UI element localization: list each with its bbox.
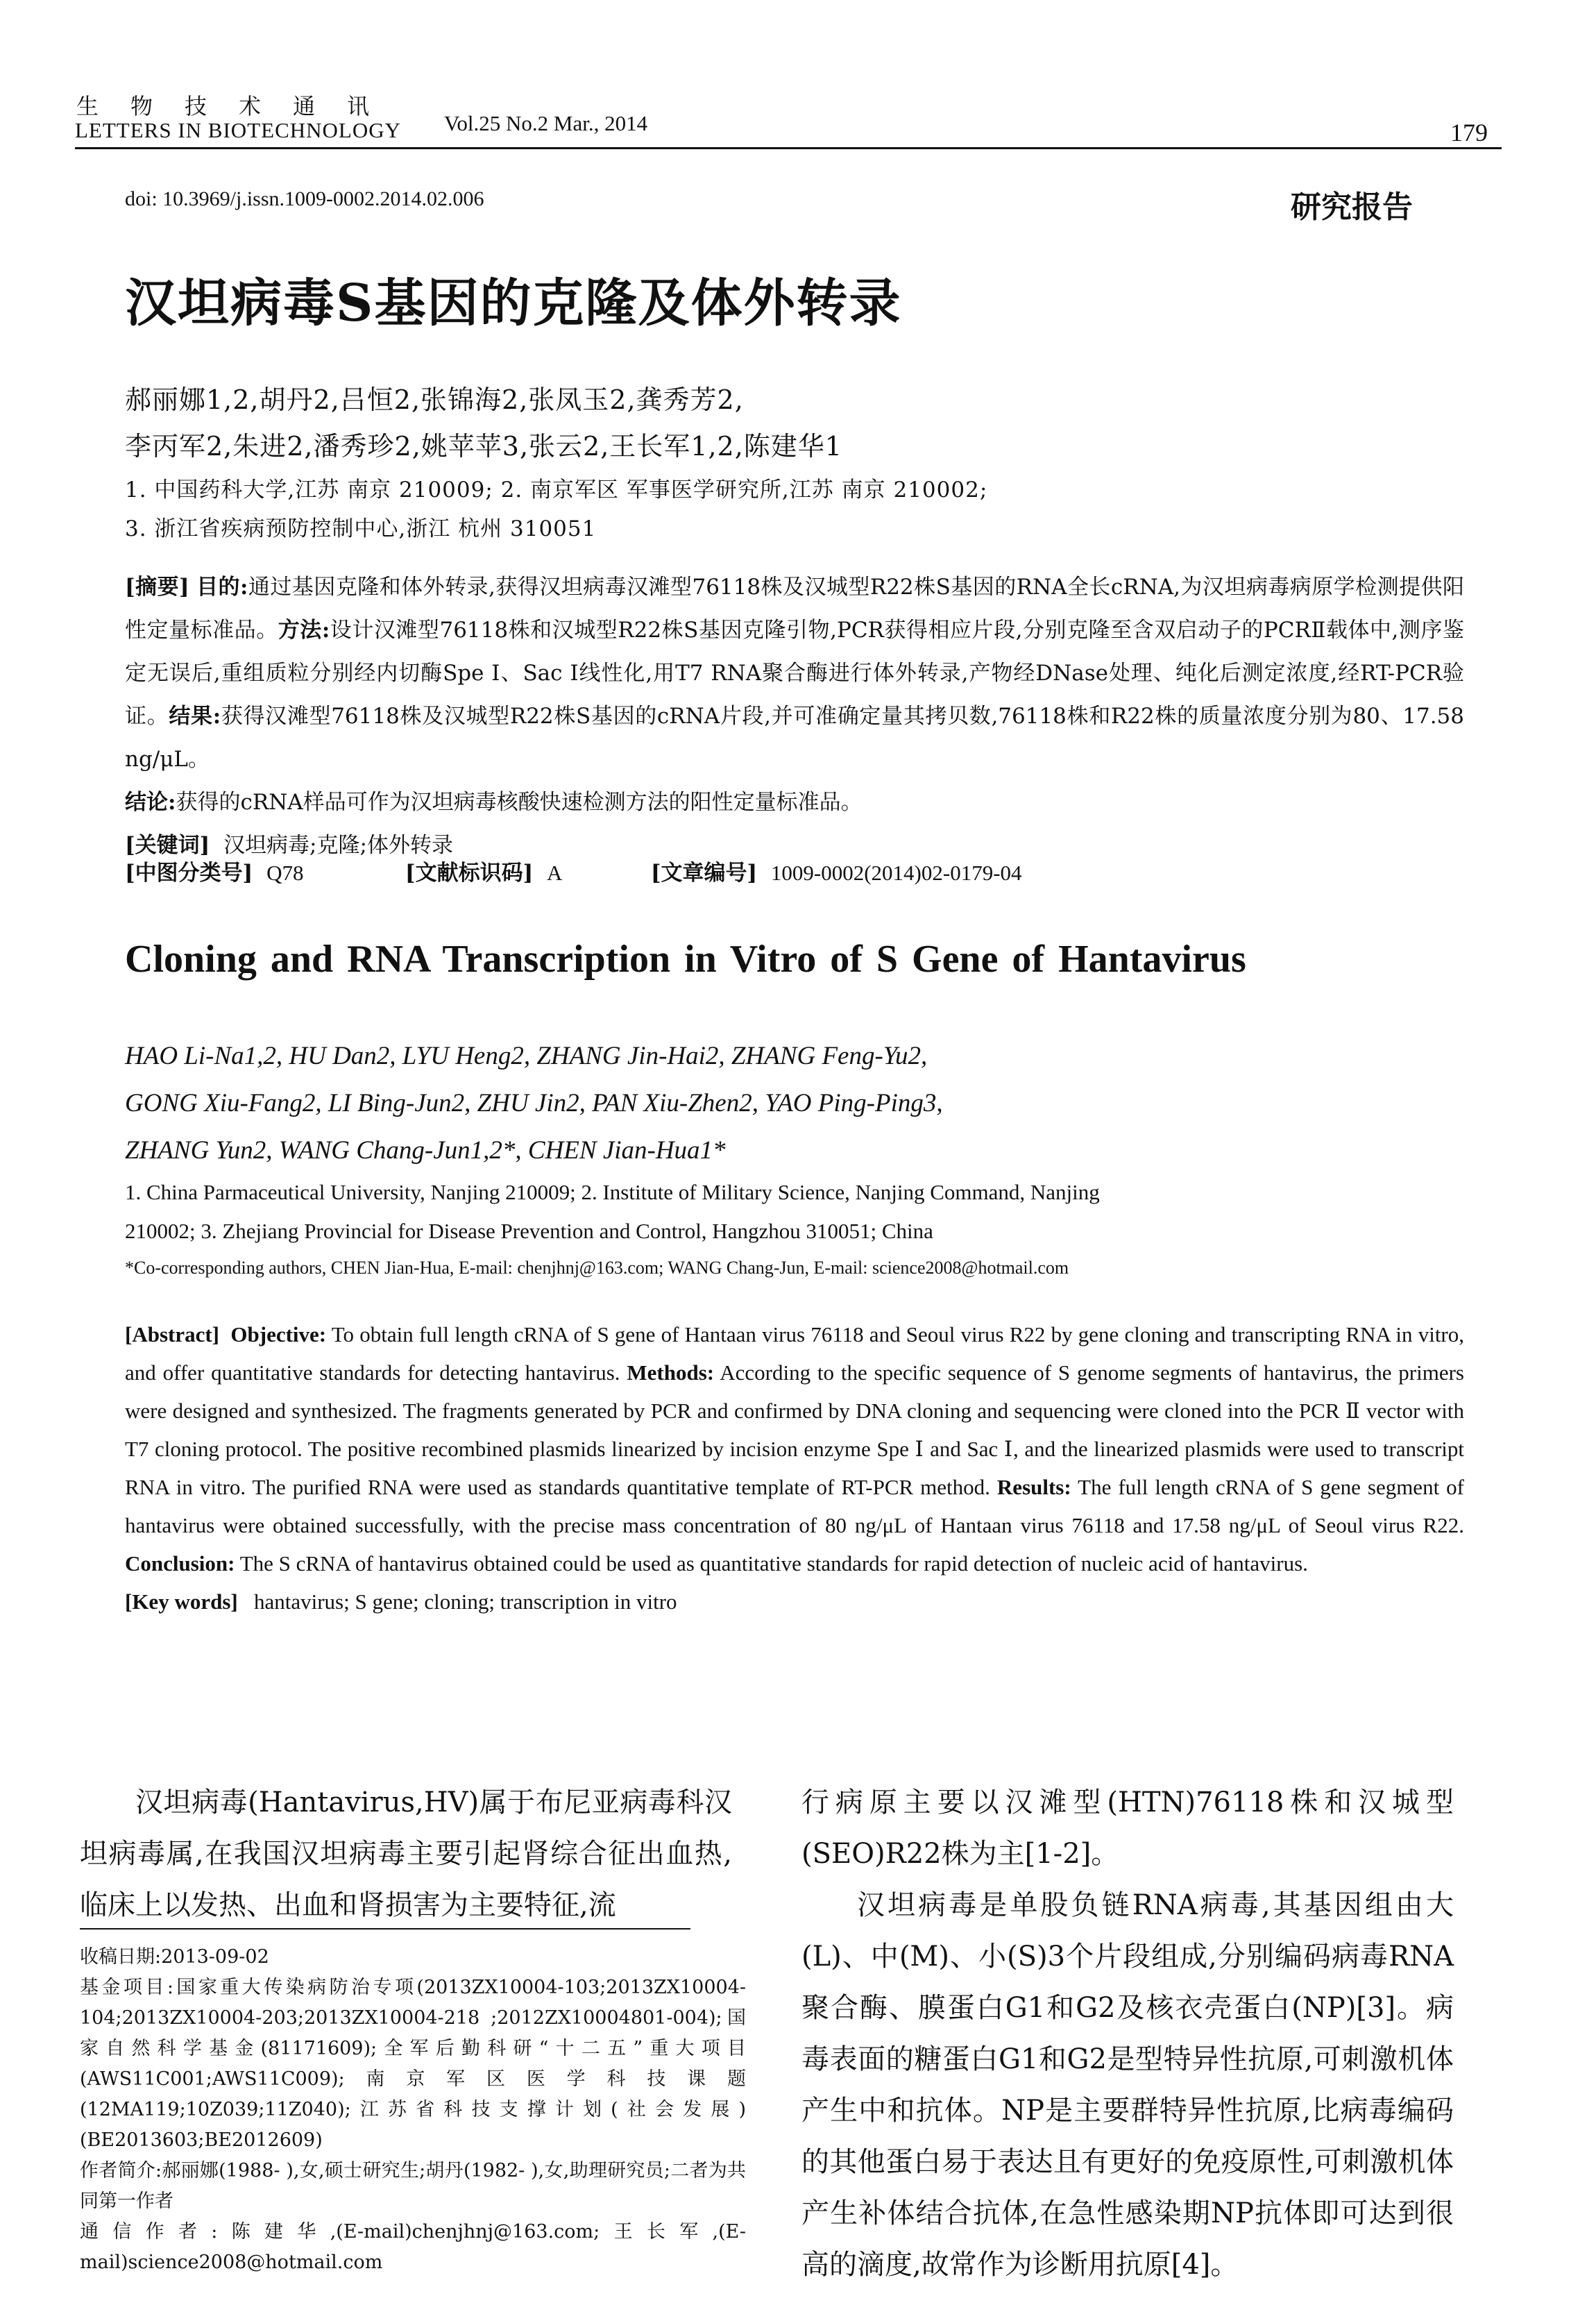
clc-value: Q78	[266, 861, 304, 885]
body-right-column	[801, 1777, 1454, 2290]
body-paragraph: 汉坦病毒是单股负链RNA病毒,其基因组由大(L)、中(M)、小(S)3个片段组成,分别编码病毒RNA聚合酶、膜蛋白G1和G2及核衣壳蛋白(NP)[3]。病毒表面的糖蛋白G1和G2是型特异性抗原,可刺激机体产生中和抗体。NP是主要群特异性抗原,比病毒编码的其他蛋白易于表达且有更好的免疫原性,可刺激机体产生补体结合抗体,在急性感染期NP抗体即可达到很高的滴度,故常作为诊断用抗原[4]。	[801, 1889, 1454, 2281]
objective-cn: 通过基因克隆和体外转录,获得汉坦病毒汉滩型76118株及汉城型R22株S基因的RNA全长cRNA,为汉坦病毒病原学检测提供阳性定量标准品。	[125, 575, 1464, 643]
objective-cn-label: 目的:	[196, 575, 248, 600]
page-title-cn: 汉坦病毒S基因的克隆及体外转录	[125, 273, 902, 333]
page-number: 179	[1450, 119, 1488, 146]
results-cn-label: 结果:	[169, 704, 221, 729]
body-left-column	[80, 1777, 732, 1931]
conclusion-en-label: Conclusion:	[125, 1551, 235, 1576]
authors-cn-line2: 李丙军2,朱进2,潘秀珍2,姚苹苹3,张云2,王长军1,2,陈建华1	[125, 431, 842, 462]
conclusion-cn: 获得的cRNA样品可作为汉坦病毒核酸快速检测方法的阳性定量标准品。	[176, 790, 863, 815]
abstract-en	[125, 1315, 1464, 1621]
authors-en-line1: HAO Li-Na1,2, HU Dan2, LYU Heng2, ZHANG Jin-Hai2, ZHANG Feng-Yu2,	[125, 1042, 928, 1070]
methods-cn-label: 方法:	[278, 618, 330, 643]
journal-name-cn: 生物技术通讯	[76, 93, 402, 119]
objective-en: To obtain full length cRNA of S gene of Hantaan virus 76118 and Seoul virus R22 by gene cloning and transcripting RNA in vitro, and offer quantitative standards for detecting hantavirus.	[125, 1322, 1465, 1385]
results-en: The full length cRNA of S gene segment of hantavirus were obtained successfully, with the precise mass concentration of 80 ng/μL of Hantaan virus 76118 and 17.58 ng/μL of Seoul virus R22.	[125, 1475, 1464, 1537]
footnote-author-bio: 作者简介:郝丽娜(1988- ),女,硕士研究生;胡丹(1982- ),女,助理研究员;二者为共同第一作者	[80, 2160, 746, 2212]
affiliations-en-line1: 1. China Parmaceutical University, Nanjing 210009; 2. Institute of Military Science, Nanjing Command, Nanjing	[125, 1180, 1100, 1204]
results-cn: 获得汉滩型76118株及汉城型R22株S基因的cRNA片段,并可准确定量其拷贝数,76118株和R22株的质量浓度分别为80、17.58 ng/μL。	[125, 704, 1465, 772]
article-no-label: [文章编号]	[650, 861, 758, 886]
objective-en-label: Objective:	[230, 1322, 327, 1346]
authors-en-line3: ZHANG Yun2, WANG Chang-Jun1,2*, CHEN Jian-Hua1*	[125, 1136, 726, 1165]
article-no-value: 1009-0002(2014)02-0179-04	[770, 861, 1022, 885]
conclusion-en: The S cRNA of hantavirus obtained could be used as quantitative standards for rapid detection of nucleic acid of hantavirus.	[239, 1551, 1308, 1576]
authors-cn-line1: 郝丽娜1,2,胡丹2,吕恒2,张锦海2,张凤玉2,龚秀芳2,	[125, 385, 744, 415]
body-paragraph: 汉坦病毒(Hantavirus,HV)属于布尼亚病毒科汉坦病毒属,在我国汉坦病毒主要引起肾综合征出血热,临床上以发热、出血和肾损害为主要特征,流	[80, 1787, 732, 1921]
methods-en-label: Methods:	[627, 1360, 715, 1385]
abstract-cn	[125, 566, 1464, 867]
footnotes	[80, 1942, 746, 2278]
doc-code-value: A	[546, 861, 563, 885]
affiliations-en-line2: 210002; 3. Zhejiang Provincial for Disease Prevention and Control, Hangzhou 310051; China	[125, 1219, 933, 1243]
footnote-rule	[80, 1928, 690, 1930]
section-tag: 研究报告	[1291, 189, 1413, 225]
abstract-cn-label: [摘要]	[125, 575, 189, 600]
conclusion-cn-label: 结论:	[125, 790, 176, 815]
results-en-label: Results:	[996, 1475, 1071, 1499]
clc-label: [中图分类号]	[125, 861, 253, 886]
doc-code-label: [文献标识码]	[405, 861, 534, 886]
authors-en-line2: GONG Xiu-Fang2, LI Bing-Jun2, ZHU Jin2, PAN Xiu-Zhen2, YAO Ping-Ping3,	[125, 1089, 943, 1117]
footnote-funding: 基金项目:国家重大传染病防治专项(2013ZX10004-103;2013ZX10004-104;2013ZX10004-203;2013ZX10004-218 ;2012ZX10004801-004);国家自然科学基金(81171609);全军后勤科研“十二五”重大项目(AWS11C001;AWS11C009);南京军区医学科技课题(12MA119;10Z039;11Z040);江苏省科技支撑计划(社会发展)(BE2013603;BE2012609)	[80, 1977, 746, 2151]
footnote-received: 收稿日期:2013-09-02	[80, 1946, 269, 1968]
affiliations-cn-line1: 1. 中国药科大学,江苏 南京 210009; 2. 南京军区 军事医学研究所,江苏 南京 210002;	[125, 478, 988, 503]
header-rule	[75, 147, 1502, 149]
journal-name-en: LETTERS IN BIOTECHNOLOGY	[75, 118, 402, 142]
keywords-en: hantavirus; S gene; cloning; transcription in vitro	[253, 1589, 677, 1614]
keywords-en-label: [Key words]	[125, 1589, 238, 1614]
journal-volume: Vol.25 No.2 Mar., 2014	[444, 111, 648, 135]
corresponding-authors-en: *Co-corresponding authors, CHEN Jian-Hua, E-mail: chenjhnj@163.com; WANG Chang-Jun, E-mail: science2008@hotmail.com	[125, 1258, 1069, 1278]
keywords-cn-label: [关键词]	[125, 833, 210, 858]
affiliations-cn-line2: 3. 浙江省疾病预防控制中心,浙江 杭州 310051	[125, 516, 597, 541]
abstract-en-label: [Abstract]	[125, 1322, 220, 1346]
keywords-cn: 汉坦病毒;克隆;体外转录	[223, 833, 453, 858]
page-title-en: Cloning and RNA Transcription in Vitro of S Gene of Hantavirus	[125, 938, 1246, 981]
footnote-contact[interactable]: 通信作者:陈建华,(E-mail)chenjhnj@163.com;王长军,(E-mail)science2008@hotmail.com	[80, 2221, 746, 2273]
doi[interactable]: doi: 10.3969/j.issn.1009-0002.2014.02.006	[125, 187, 484, 210]
methods-cn: 设计汉滩型76118株和汉城型R22株S基因克隆引物,PCR获得相应片段,分别克隆至含双启动子的PCRⅡ载体中,测序鉴定无误后,重组质粒分别经内切酶Spe Ⅰ、Sac Ⅰ线性化,用T7 RNA聚合酶进行体外转录,产物经DNase处理、纯化后测定浓度,经RT-PCR验证。	[125, 618, 1465, 729]
methods-en: According to the specific sequence of S genome segments of hantavirus, the primers were designed and synthesized. The fragments generated by PCR and confirmed by DNA cloning and sequencing were cloned into the PCR Ⅱ vector with T7 cloning protocol. The positive recombined plasmids linearized by incision enzyme Spe Ⅰ and Sac Ⅰ, and the linearized plasmids were used to transcript RNA in vitro. The purified RNA were used as standards quantitative template of RT-PCR method.	[125, 1360, 1464, 1499]
body-paragraph: 行病原主要以汉滩型(HTN)76118株和汉城型(SEO)R22株为主[1-2]。	[801, 1787, 1454, 1870]
classification-line	[125, 855, 1464, 886]
